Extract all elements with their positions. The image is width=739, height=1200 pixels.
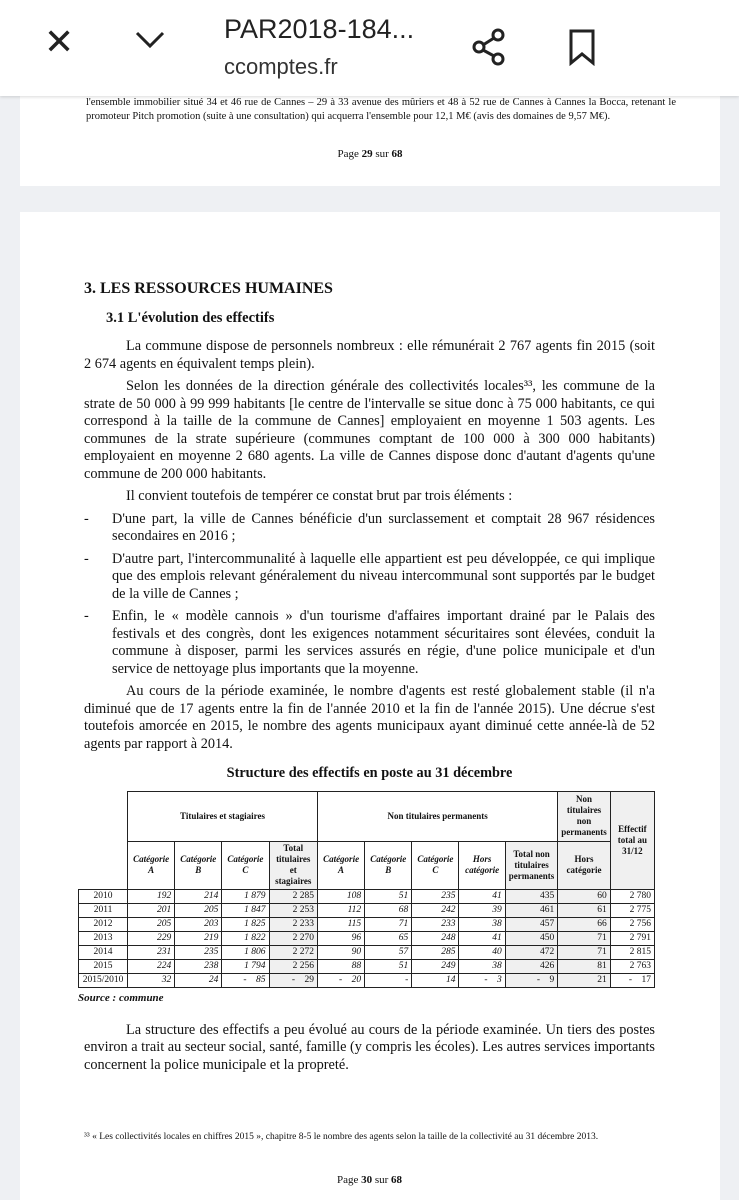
table-row	[79, 931, 655, 945]
table-cell: 2 285	[269, 889, 317, 903]
table-cell: 57	[365, 945, 412, 959]
table-cell: - 17	[610, 973, 654, 987]
table-cell: 2 756	[610, 917, 654, 931]
table-cell: - 20	[317, 973, 364, 987]
table-cell: 2 791	[610, 931, 654, 945]
row-label: 2013	[79, 931, 128, 945]
paragraph: Au cours de la période examinée, le nombre d'agents est resté globalement stable (il n'a diminué que de 17 agents entre la fin de l'année 2010 et la fin de l'année 2015). Une décrue s'est toutefois amorcée en 2015, le nombre des agents municipaux ayant diminué cette année-là de 52 agents par rapport à 2014.	[84, 683, 655, 752]
table-cell: 461	[505, 903, 558, 917]
table-cell: 235	[175, 945, 222, 959]
group-header: Titulaires et stagiaires	[128, 791, 318, 841]
table-cell: 115	[317, 917, 364, 931]
page-number: Page 29 sur 68	[337, 148, 403, 160]
document-title: PAR2018-184...	[224, 14, 415, 44]
table-cell: 71	[365, 917, 412, 931]
table-cell: 81	[558, 959, 610, 973]
table-cell: 450	[505, 931, 558, 945]
paragraph: Selon les données de la direction générale des collectivités locales³³, les commune de la strate de 50 000 à 99 999 habitants [le centre de l'intervalle se situe donc à 75 000 habitants, ce qui correspond à la taille de la commune de Cannes] employaient en moyenne 1 503 agents. Les communes de la strate supérieure (communes comptant de 100 000 à 300 000 habitants) employaient en moyenne 2 680 agents. La ville de Cannes dispose donc d'autant d'agents qu'une commune de 200 000 habitants.	[84, 378, 655, 482]
column-header: Total titulaires et stagiaires	[269, 841, 317, 889]
group-header: Effectif total au 31/12	[610, 791, 654, 889]
table-cell: 41	[459, 889, 505, 903]
table-cell: 1 794	[222, 959, 269, 973]
table-cell: 38	[459, 917, 505, 931]
page-30	[20, 212, 720, 1200]
bookmark-icon[interactable]	[568, 28, 596, 70]
table-cell: 108	[317, 889, 364, 903]
table-cell: 203	[175, 917, 222, 931]
table-cell: 65	[365, 931, 412, 945]
table-cell: 68	[365, 903, 412, 917]
section-heading: 3. LES RESSOURCES HUMAINES	[84, 280, 333, 297]
table-row	[79, 917, 655, 931]
table-cell: -	[365, 973, 412, 987]
table-cell: 2 763	[610, 959, 654, 973]
table-cell: 472	[505, 945, 558, 959]
row-label: 2015/2010	[79, 973, 128, 987]
table-title: Structure des effectifs en poste au 31 décembre	[226, 765, 513, 781]
table-cell: - 3	[459, 973, 505, 987]
table-cell: 2 253	[269, 903, 317, 917]
table-cell: 2 780	[610, 889, 654, 903]
row-label: 2011	[79, 903, 128, 917]
table-cell: 457	[505, 917, 558, 931]
paragraph: La structure des effectifs a peu évolué au cours de la période examinée. Un tiers des postes environ a trait au secteur social, santé, famille (y compris les écoles). Les autres services importants concernent la police municipale et la propreté.	[84, 1021, 655, 1073]
subsection-heading: 3.1 L'évolution des effectifs	[106, 310, 275, 326]
table-cell: 214	[175, 889, 222, 903]
table-cell: 66	[558, 917, 610, 931]
bullet-list	[84, 506, 655, 679]
table-cell: 224	[128, 959, 175, 973]
table-cell: 40	[459, 945, 505, 959]
column-header: Total non titulaires permanents	[505, 841, 558, 889]
column-header: Hors catégorie	[558, 841, 610, 889]
table-row	[79, 959, 655, 973]
table-cell: 2 233	[269, 917, 317, 931]
table-cell: 233	[412, 917, 459, 931]
table-cell: 39	[459, 903, 505, 917]
table-source: Source : commune	[78, 991, 164, 1004]
table-cell: 14	[412, 973, 459, 987]
table-cell: 24	[175, 973, 222, 987]
row-label: 2010	[79, 889, 128, 903]
group-header: Non titulaires non permanents	[558, 791, 610, 841]
row-label: 2015	[79, 959, 128, 973]
table-cell: 60	[558, 889, 610, 903]
table-cell: 90	[317, 945, 364, 959]
document-domain: ccomptes.fr	[224, 54, 338, 79]
table-cell: 2 256	[269, 959, 317, 973]
table-cell: 1 847	[222, 903, 269, 917]
table-cell: 238	[175, 959, 222, 973]
table-cell: 426	[505, 959, 558, 973]
column-header: Catégorie B	[175, 841, 222, 889]
table-cell: 51	[365, 889, 412, 903]
table-cell: - 9	[505, 973, 558, 987]
table-cell: 2 775	[610, 903, 654, 917]
paragraph: La commune dispose de personnels nombreux : elle rémunérait 2 767 agents fin 2015 (soit 2 674 agents en équivalent temps plein).	[84, 338, 655, 372]
table-cell: 71	[558, 945, 610, 959]
paragraph: Il convient toutefois de tempérer ce constat brut par trois éléments :	[126, 488, 513, 504]
table-cell: 2 270	[269, 931, 317, 945]
table-cell: 61	[558, 903, 610, 917]
page-number: Page 30 sur 68	[336, 1174, 403, 1186]
table-cell: 435	[505, 889, 558, 903]
column-header: Catégorie C	[412, 841, 459, 889]
page-29	[20, 96, 720, 186]
staff-table	[78, 791, 655, 988]
table-cell: 1 825	[222, 917, 269, 931]
column-header: Hors catégorie	[459, 841, 505, 889]
table-cell: 231	[128, 945, 175, 959]
table-cell: 1 879	[222, 889, 269, 903]
table-cell: 205	[128, 917, 175, 931]
table-cell: 192	[128, 889, 175, 903]
table-row	[79, 945, 655, 959]
table-cell: - 29	[269, 973, 317, 987]
table-cell: 2 272	[269, 945, 317, 959]
table-row	[79, 889, 655, 903]
column-header: Catégorie C	[222, 841, 269, 889]
table-cell: 248	[412, 931, 459, 945]
chevron-down-icon[interactable]	[134, 30, 164, 48]
table-cell: 96	[317, 931, 364, 945]
table-cell: 1 806	[222, 945, 269, 959]
table-cell: 249	[412, 959, 459, 973]
table-cell: 1 822	[222, 931, 269, 945]
table-cell: 38	[459, 959, 505, 973]
page-29-text: l'ensemble immobilier situé 34 et 46 rue de Cannes – 29 à 33 avenue des mûriers et 48 à 52 rue de Cannes à Cannes la Bocca, retenant le promoteur Pitch promotion (suite à une consultation) qui acquerra l'ensemble pour 12,1 M€ (avis des domaines de 9,57 M€).	[86, 97, 676, 122]
top-bar	[0, 0, 739, 96]
table-cell: 32	[128, 973, 175, 987]
table-cell: 201	[128, 903, 175, 917]
column-header: Catégorie A	[317, 841, 364, 889]
bullet-item: - D'une part, la ville de Cannes bénéficie d'un surclassement et comptait 28 967 résidences secondaires en 2016 ;	[84, 510, 655, 544]
close-icon[interactable]: ✕	[44, 22, 75, 63]
column-header: Catégorie B	[365, 841, 412, 889]
table-cell: - 85	[222, 973, 269, 987]
table-cell: 285	[412, 945, 459, 959]
table-cell: 235	[412, 889, 459, 903]
table-cell: 51	[365, 959, 412, 973]
table-cell: 219	[175, 931, 222, 945]
table-row	[79, 973, 655, 987]
footnote: ³³ « Les collectivités locales en chiffres 2015 », chapitre 8-5 le nombre des agents selon la taille de la collectivité au 31 décembre 2013.	[84, 1132, 599, 1142]
group-header: Non titulaires permanents	[317, 791, 557, 841]
table-cell: 88	[317, 959, 364, 973]
bullet-item: - Enfin, le « modèle cannois » d'un tourisme d'affaires important drainé par le Palais des festivals et des congrès, dont les exigences notamment sécuritaires sont élevées, conduit la commune à disposer, parmi les services assurés en régie, d'une police municipale et d'un service de nettoyage plus importants que la moyenne.	[84, 608, 655, 677]
table-cell: 2 815	[610, 945, 654, 959]
table-cell: 242	[412, 903, 459, 917]
table-cell: 21	[558, 973, 610, 987]
row-label: 2014	[79, 945, 128, 959]
row-label: 2012	[79, 917, 128, 931]
table-cell: 229	[128, 931, 175, 945]
table-cell: 41	[459, 931, 505, 945]
table-row	[79, 903, 655, 917]
table-cell: 71	[558, 931, 610, 945]
table-cell: 112	[317, 903, 364, 917]
share-icon[interactable]	[472, 28, 506, 70]
column-header: Catégorie A	[128, 841, 175, 889]
table-cell: 205	[175, 903, 222, 917]
bullet-item: - D'autre part, l'intercommunalité à laquelle elle appartient est peu développée, ce qui implique que des emplois relevant généralement du niveau intercommunal sont supportés par le budget de la ville de Cannes ;	[84, 550, 655, 602]
